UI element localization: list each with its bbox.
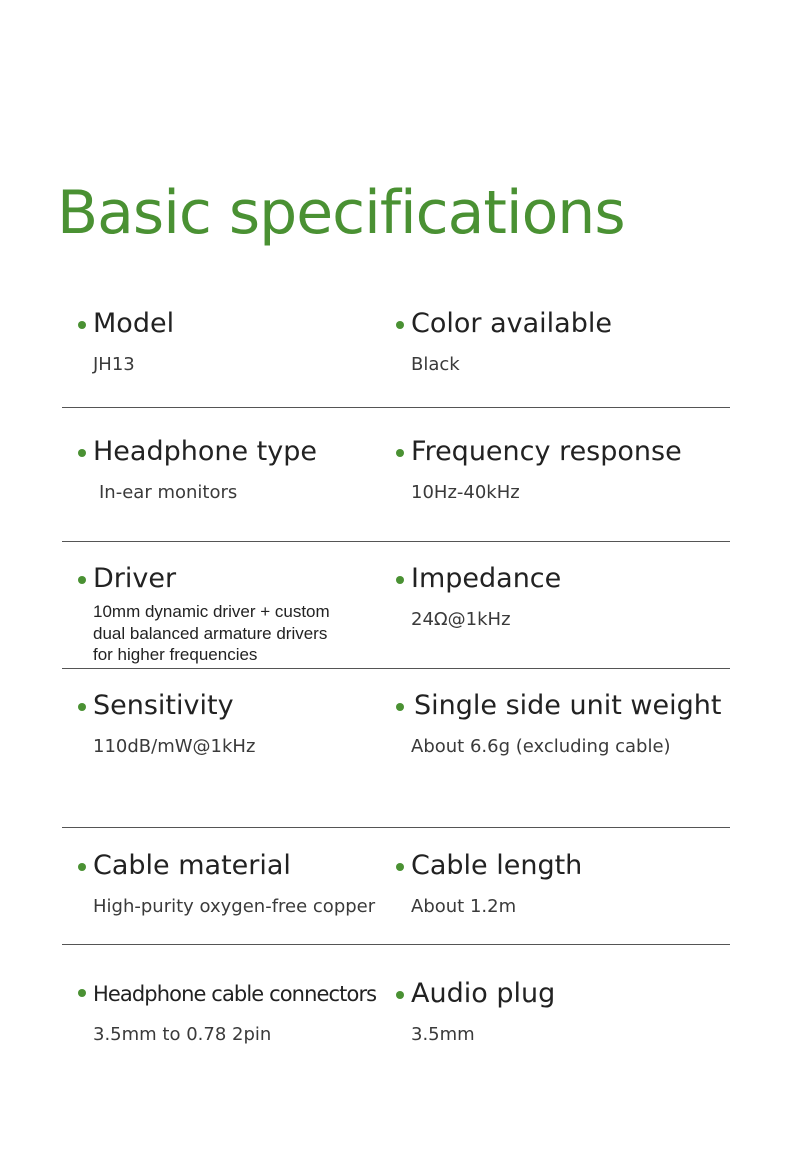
spec-value: Black: [411, 354, 460, 375]
spec-label: Driver: [93, 563, 177, 594]
divider: [62, 944, 730, 945]
spec-value-line: 10mm dynamic driver + custom: [93, 602, 330, 621]
bullet-icon: [396, 449, 404, 457]
spec-value: 24Ω@1kHz: [411, 609, 511, 630]
page-title: Basic specifications: [57, 178, 625, 249]
bullet-icon: [396, 991, 404, 999]
spec-value: About 6.6g (excluding cable): [411, 736, 671, 757]
spec-label: Sensitivity: [93, 690, 234, 721]
spec-label: Cable material: [93, 850, 291, 881]
spec-label: Audio plug: [411, 978, 556, 1009]
divider: [62, 541, 730, 542]
spec-value: In-ear monitors: [99, 482, 238, 503]
spec-value: 10Hz-40kHz: [411, 482, 520, 503]
spec-label: Headphone cable connectors: [93, 982, 377, 1006]
spec-value: High-purity oxygen-free copper: [93, 896, 376, 917]
divider: [62, 827, 730, 828]
spec-value: [93, 601, 330, 666]
spec-value: JH13: [93, 354, 135, 375]
bullet-icon: [396, 576, 404, 584]
spec-value: 110dB/mW@1kHz: [93, 736, 256, 757]
spec-label: Single side unit weight: [414, 690, 722, 721]
spec-label: Frequency response: [411, 436, 682, 467]
bullet-icon: [78, 321, 86, 329]
divider: [62, 407, 730, 408]
spec-label: Cable length: [411, 850, 583, 881]
spec-value-line: for higher frequencies: [93, 645, 258, 664]
bullet-icon: [78, 863, 86, 871]
spec-value: About 1.2m: [411, 896, 517, 917]
bullet-icon: [396, 703, 404, 711]
bullet-icon: [78, 703, 86, 711]
spec-label: Model: [93, 308, 175, 339]
spec-value: 3.5mm: [411, 1024, 475, 1045]
spec-value-line: dual balanced armature drivers: [93, 623, 328, 643]
spec-value: 3.5mm to 0.78 2pin: [93, 1024, 272, 1045]
bullet-icon: [78, 449, 86, 457]
bullet-icon: [396, 321, 404, 329]
spec-label: Impedance: [411, 563, 562, 594]
spec-label: Headphone type: [93, 436, 317, 467]
divider: [62, 668, 730, 669]
spec-label: Color available: [411, 308, 612, 339]
bullet-icon: [78, 576, 86, 584]
bullet-icon: [396, 863, 404, 871]
bullet-icon: [78, 989, 86, 997]
